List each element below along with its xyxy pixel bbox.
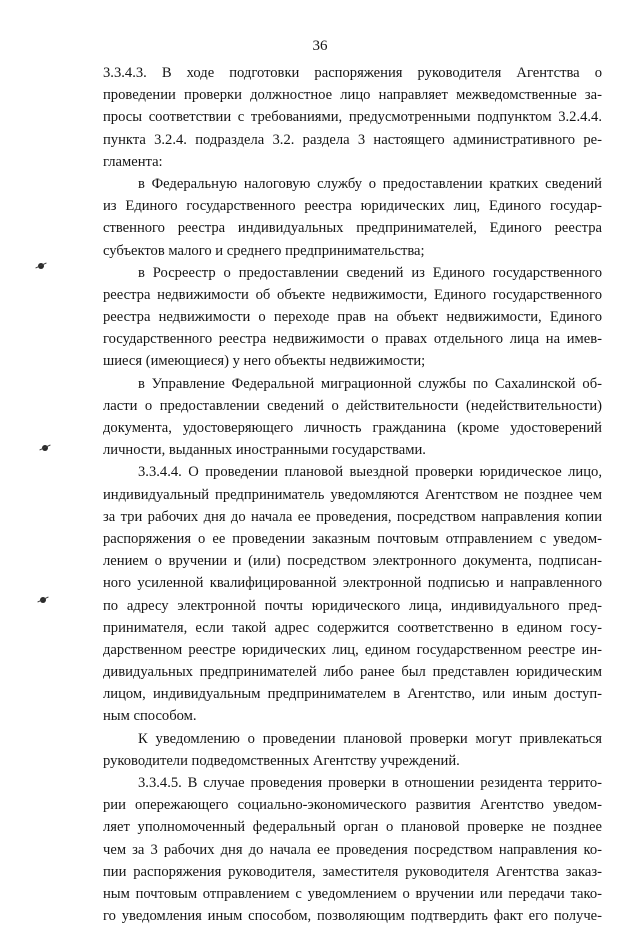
- text-line: личности, выданных иностранными государствами.: [103, 442, 426, 459]
- text-line: распоряжения о ее проведении заказным почтовым отправлением с уведом-: [103, 530, 602, 547]
- text-line: лицом, индивидуальным предпринимателем в Агентство, или иным доступ-: [103, 686, 602, 703]
- text-line: из Единого государственного реестра юридических лиц, Единого государ-: [103, 198, 602, 215]
- text-line: 3.3.4.5. В случае проведения проверки в отношении резидента террито-: [138, 775, 602, 791]
- binder-mark: [38, 263, 44, 269]
- text-line: чем за 3 рабочих дня до начала ее проведения посредством направления ко-: [103, 841, 602, 858]
- text-line: в Управление Федеральной миграционной службы по Сахалинской об-: [138, 375, 602, 392]
- text-line: ным почтовым отправлением с уведомлением о вручении или передачи тако-: [103, 885, 602, 902]
- text-line: ным способом.: [103, 708, 197, 725]
- text-line: за три рабочих дня до начала ее проведения, посредством направления копии: [103, 508, 602, 525]
- binder-mark: [42, 445, 48, 451]
- text-line: 3.3.4.4. О проведении плановой выездной проверки юридическое лицо,: [138, 464, 602, 481]
- text-line: просы соответствии с требованиями, предусмотренными подпунктом 3.2.4.4.: [103, 109, 602, 126]
- text-line: принимателя, если такой адрес содержится соответственно в едином госу-: [103, 619, 602, 636]
- text-line: ственного реестра индивидуальных предпринимателей, Единого реестра: [103, 220, 602, 237]
- text-line: пункта 3.2.4. подраздела 3.2. раздела 3 настоящего административного ре-: [103, 131, 602, 148]
- page-number: 36: [312, 38, 328, 54]
- text-line: дивидуальных предпринимателей либо ранее был представлен юридическим: [103, 664, 602, 681]
- text-line: рии опережающего социально-экономического развития Агентство уведом-: [103, 797, 602, 814]
- text-line: государственного реестра недвижимости о правах отдельного лица на имев-: [103, 331, 602, 348]
- binder-mark: [40, 597, 46, 603]
- text-line: пии распоряжения руководителя, заместителя руководителя Агентства заказ-: [103, 863, 602, 880]
- text-line: лением о вручении и (или) посредством электронного документа, подписан-: [103, 553, 602, 570]
- text-line: субъектов малого и среднего предпринимательства;: [103, 242, 425, 259]
- text-line: дарственном реестре юридических лиц, едином государственном реестре ин-: [103, 641, 602, 658]
- text-line: ласти о предоставлении сведений о действительности (недействительности): [103, 397, 602, 414]
- text-line: го уведомления иным способом, позволяющим подтвердить факт его получе-: [103, 908, 602, 925]
- text-line: К уведомлению о проведении плановой проверки могут привлекаться: [138, 730, 602, 747]
- body-text: [103, 62, 602, 927]
- text-line: проведении проверки должностное лицо направляет межведомственные за-: [103, 87, 602, 104]
- text-line: реестра недвижимости об объекте недвижимости, Единого государственного: [103, 286, 602, 303]
- text-line: в Федеральную налоговую службу о предоставлении кратких сведений: [138, 175, 602, 192]
- text-line: реестра недвижимости о переходе прав на объект недвижимости, Единого: [103, 309, 602, 326]
- text-line: шиеся (имеющиеся) у него объекты недвижимости;: [103, 353, 426, 370]
- text-line: в Росреестр о предоставлении сведений из Единого государственного: [138, 264, 602, 281]
- text-line: по адресу электронной почты юридического лица, индивидуального пред-: [103, 597, 602, 614]
- text-line: 3.3.4.3. В ходе подготовки распоряжения руководителя Агентства о: [103, 65, 602, 81]
- text-line: документа, удостоверяющего личность гражданина (кроме удостоверений: [103, 420, 602, 436]
- text-line: индивидуальный предприниматель уведомляются Агентством не позднее чем: [103, 486, 602, 503]
- text-line: ного усиленной квалифицированной электронной подписью и направленного: [103, 575, 602, 592]
- text-line: руководители подведомственных Агентству учреждений.: [103, 752, 460, 769]
- text-line: ляет уполномоченный федеральный орган о плановой проверке не позднее: [103, 819, 602, 836]
- text-line: гламента:: [103, 153, 163, 170]
